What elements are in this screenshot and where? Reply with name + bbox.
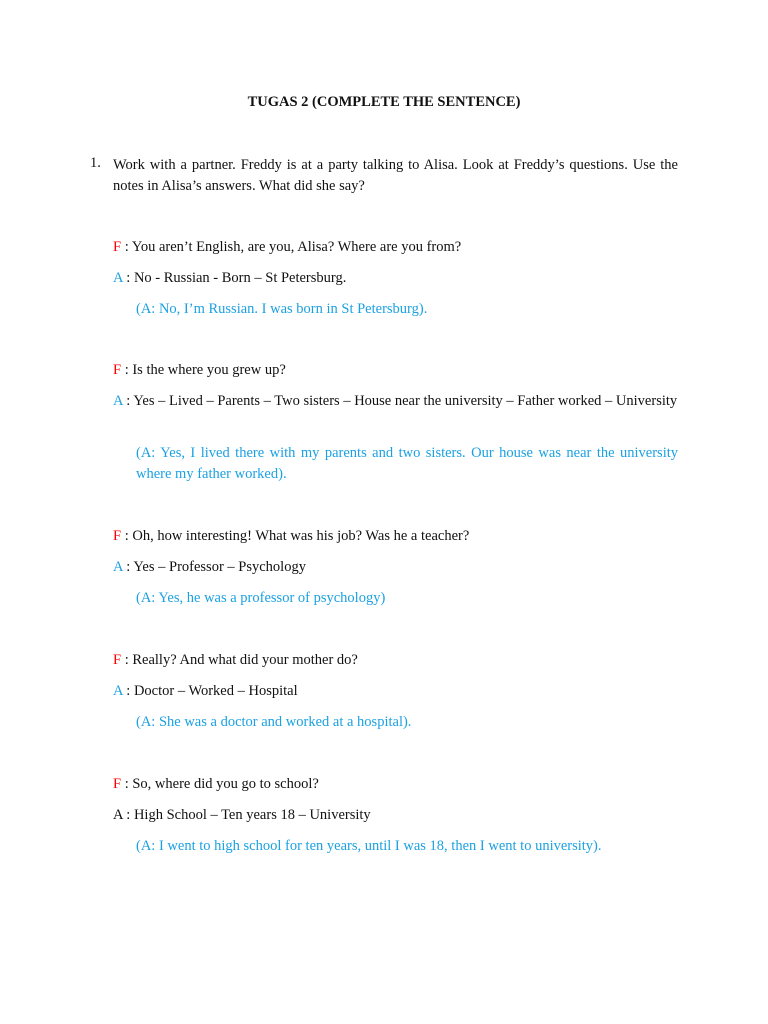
alisa-answer: (A: I went to high school for ten years, until I was 18, then I went to university). — [136, 838, 602, 854]
alisa-notes — [113, 391, 678, 412]
alisa-notes-text: : Yes – Lived – Parents – Two sisters – House near the university – Father worked – University — [122, 393, 678, 409]
alisa-answer: (A: Yes, he was a professor of psychology) — [136, 590, 386, 606]
alisa-answer: (A: Yes, I lived there with my parents and two sisters. Our house was near the university where my father worked). — [136, 445, 678, 482]
alisa-speaker: A — [113, 559, 123, 575]
freddy-question-text: : So, where did you go to school? — [121, 776, 319, 792]
freddy-question-text: : Is the where you grew up? — [121, 362, 286, 378]
page-title: TUGAS 2 (COMPLETE THE SENTENCE) — [247, 94, 521, 110]
freddy-speaker: F — [113, 776, 122, 792]
alisa-notes — [113, 681, 678, 702]
freddy-question — [113, 526, 678, 547]
alisa-notes-text: : Yes – Professor – Psychology — [122, 559, 306, 575]
item-number: 1. — [90, 155, 101, 171]
alisa-notes-text: : High School – Ten years 18 – University — [122, 807, 371, 823]
alisa-answer: (A: She was a doctor and worked at a hospital). — [136, 714, 412, 730]
freddy-speaker: F — [113, 362, 122, 378]
freddy-speaker: F — [113, 239, 122, 255]
alisa-speaker: A — [113, 393, 123, 409]
freddy-question — [113, 650, 678, 671]
alisa-notes-text: : Doctor – Worked – Hospital — [122, 683, 298, 699]
freddy-question-text: : You aren’t English, are you, Alisa? Where are you from? — [121, 239, 462, 255]
alisa-notes — [113, 805, 678, 826]
freddy-speaker: F — [113, 652, 122, 668]
alisa-notes — [113, 557, 678, 578]
alisa-speaker: A — [113, 683, 123, 699]
freddy-question — [113, 237, 678, 258]
freddy-question — [113, 360, 678, 381]
freddy-question-text: : Oh, how interesting! What was his job? Was he a teacher? — [121, 528, 470, 544]
freddy-question — [113, 774, 678, 795]
alisa-speaker: A — [113, 807, 123, 823]
alisa-answer: (A: No, I’m Russian. I was born in St Petersburg). — [136, 301, 428, 317]
alisa-speaker: A — [113, 270, 123, 286]
instruction-text: Work with a partner. Freddy is at a party talking to Alisa. Look at Freddy’s questions. Use the notes in Alisa’s answers. What did she say? — [113, 157, 678, 194]
freddy-speaker: F — [113, 528, 122, 544]
freddy-question-text: : Really? And what did your mother do? — [121, 652, 358, 668]
alisa-notes — [113, 268, 678, 289]
alisa-notes-text: : No - Russian - Born – St Petersburg. — [122, 270, 347, 286]
